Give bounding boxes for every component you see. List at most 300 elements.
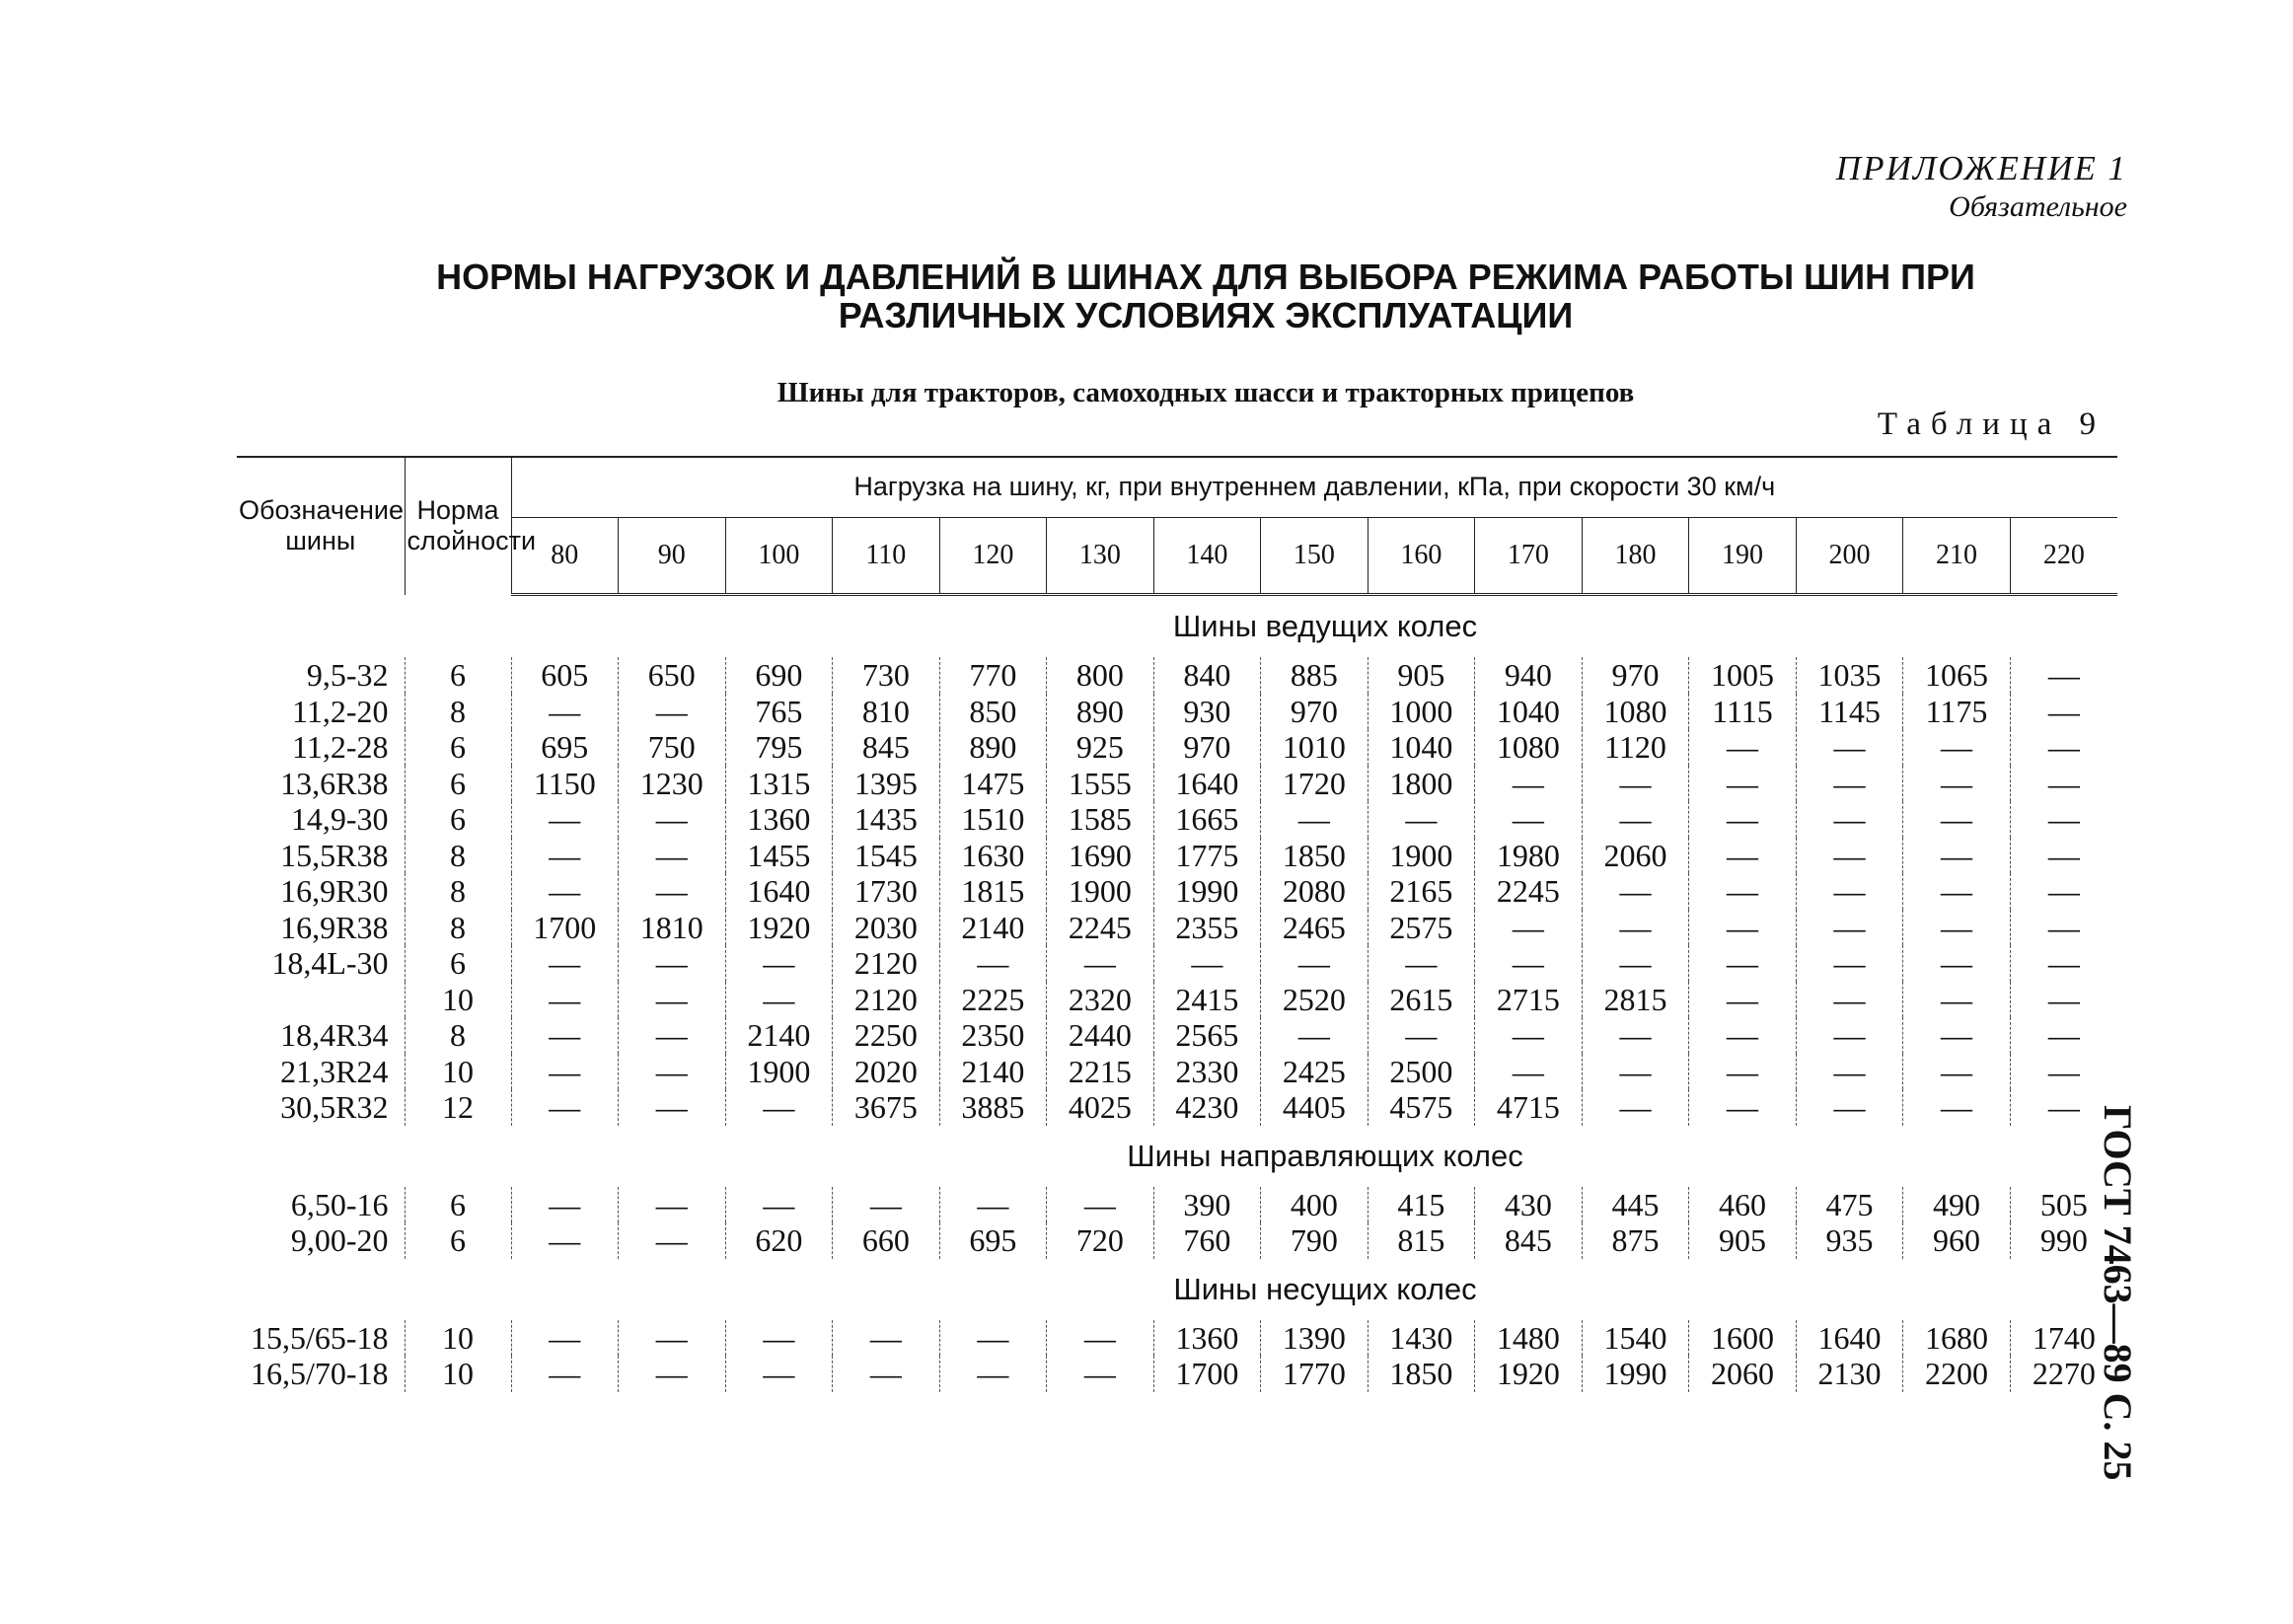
tire-designation-cell: 30,5R32 (237, 1089, 405, 1126)
load-value-cell: 2200 (1903, 1356, 2011, 1392)
load-value-cell: — (1689, 801, 1797, 838)
ply-rating-cell: 8 (405, 694, 511, 730)
load-value-cell: 650 (619, 657, 726, 694)
load-value-cell: — (1903, 1017, 2011, 1054)
load-value-cell: 760 (1153, 1222, 1261, 1259)
load-value-cell: — (1047, 1187, 1154, 1223)
section-header-row (237, 1259, 2117, 1320)
load-value-cell: 4715 (1475, 1089, 1583, 1126)
appendix-note: Обязательное (1949, 190, 2127, 223)
pressure-header-cell: 130 (1047, 518, 1154, 595)
load-value-cell: 770 (939, 657, 1047, 694)
load-value-cell: — (1261, 801, 1368, 838)
load-value-cell: — (1796, 838, 1903, 874)
load-value-cell: — (1689, 1089, 1797, 1126)
load-value-cell: 1690 (1047, 838, 1154, 874)
load-value-cell: 1900 (1368, 838, 1475, 874)
load-value-cell: — (1689, 1017, 1797, 1054)
pressure-header-cell: 150 (1261, 518, 1368, 595)
load-value-cell: 2615 (1368, 982, 1475, 1018)
load-value-cell: 1630 (939, 838, 1047, 874)
table-row (237, 1356, 2117, 1392)
load-value-cell: 1640 (725, 873, 833, 910)
load-value-cell: — (1796, 1089, 1903, 1126)
load-value-cell: 2415 (1153, 982, 1261, 1018)
table-body (237, 595, 2117, 1392)
load-value-cell: 1145 (1796, 694, 1903, 730)
load-value-cell: — (2047, 693, 2080, 729)
load-value-cell: 2500 (1368, 1054, 1475, 1090)
pressure-header-cell: 170 (1475, 518, 1583, 595)
load-value-cell: 1800 (1368, 766, 1475, 802)
section-header-row (237, 1126, 2117, 1187)
load-value-cell: 1640 (1796, 1320, 1903, 1357)
load-value-cell: 885 (1261, 657, 1368, 694)
load-value-cell: 2320 (1047, 982, 1154, 1018)
load-value-cell: — (939, 945, 1047, 982)
load-value-cell: — (2047, 765, 2080, 801)
load-value-cell: 2715 (1475, 982, 1583, 1018)
ply-rating-cell: 8 (405, 1017, 511, 1054)
load-value-cell: 690 (725, 657, 833, 694)
load-value-cell: 1540 (1582, 1320, 1689, 1357)
load-value-cell: 1315 (725, 766, 833, 802)
load-value-cell: 2130 (1796, 1356, 1903, 1392)
load-value-cell: 460 (1689, 1187, 1797, 1223)
load-value-cell: — (1689, 982, 1797, 1018)
tire-designation-cell: 21,3R24 (237, 1054, 405, 1090)
tire-designation-cell: 11,2-20 (237, 694, 405, 730)
load-value-cell: — (2047, 837, 2080, 873)
load-value-cell: 505 (2039, 1186, 2088, 1222)
tire-designation-cell: 15,5/65-18 (237, 1320, 405, 1357)
load-value-cell: — (619, 945, 726, 982)
load-value-cell: 1120 (1582, 729, 1689, 766)
load-value-cell: — (1689, 1054, 1797, 1090)
load-value-cell: — (1475, 801, 1583, 838)
load-value-cell: — (1903, 729, 2011, 766)
load-value-cell: — (1475, 1017, 1583, 1054)
ply-rating-cell: 6 (405, 1222, 511, 1259)
ply-rating-cell: 8 (405, 838, 511, 874)
pressure-header-cell: 140 (1153, 518, 1261, 595)
load-value-cell: — (511, 1356, 619, 1392)
table-number-label: Таблица 9 (1877, 406, 2106, 442)
pressure-header-cell: 180 (1582, 518, 1689, 595)
load-value-cell: 2020 (833, 1054, 940, 1090)
load-value-cell: 1680 (1903, 1320, 2011, 1357)
load-value-cell: — (1796, 945, 1903, 982)
load-value-cell: 1810 (619, 910, 726, 946)
tire-designation-cell: 16,9R30 (237, 873, 405, 910)
load-value-cell: 905 (1689, 1222, 1797, 1259)
load-value-cell: 970 (1261, 694, 1368, 730)
load-value-cell: — (1475, 910, 1583, 946)
load-value-cell: — (1582, 945, 1689, 982)
load-value-cell: — (1582, 1089, 1689, 1126)
load-value-cell: 970 (1153, 729, 1261, 766)
load-value-cell: — (619, 1089, 726, 1126)
load-value-cell: — (1261, 945, 1368, 982)
load-value-cell: — (619, 838, 726, 874)
column-header-designation: Обозначение шины (237, 457, 405, 595)
load-value-cell: 415 (1368, 1187, 1475, 1223)
load-value-cell: — (511, 873, 619, 910)
load-value-cell: 1455 (725, 838, 833, 874)
load-value-cell: — (1475, 945, 1583, 982)
ply-rating-cell: 8 (405, 873, 511, 910)
load-value-cell: — (1903, 838, 2011, 874)
load-value-cell: — (1582, 1054, 1689, 1090)
load-value-cell: 1040 (1368, 729, 1475, 766)
table-row (237, 1054, 2117, 1090)
load-value-cell: — (1368, 801, 1475, 838)
load-value-cell: 1720 (1261, 766, 1368, 802)
load-value-cell: 970 (1582, 657, 1689, 694)
load-value-cell: — (1689, 910, 1797, 946)
load-value-cell: 1980 (1475, 838, 1583, 874)
ply-rating-cell: 12 (405, 1089, 511, 1126)
load-value-cell: 4405 (1261, 1089, 1368, 1126)
pressure-header-cell: 200 (1796, 518, 1903, 595)
table-row (237, 1017, 2117, 1054)
tire-designation-cell: 6,50-16 (237, 1187, 405, 1223)
pressure-header-cell: 120 (939, 518, 1047, 595)
load-value-cell: — (619, 873, 726, 910)
load-value-cell: — (1689, 945, 1797, 982)
load-value-cell: — (511, 838, 619, 874)
load-value-cell: — (1903, 945, 2011, 982)
load-value-cell: — (1903, 1054, 2011, 1090)
table-row (237, 729, 2117, 766)
load-value-cell: 2030 (833, 910, 940, 946)
load-value-cell: 695 (511, 729, 619, 766)
ply-rating-cell: 10 (405, 1320, 511, 1357)
load-value-cell: — (725, 1356, 833, 1392)
load-value-cell: — (1689, 873, 1797, 910)
load-value-cell: — (2047, 801, 2080, 838)
pressure-header-cell: 160 (1368, 518, 1475, 595)
load-value-cell: 2250 (833, 1017, 940, 1054)
column-header-ply-rating: Норма слойности (405, 457, 511, 595)
load-value-cell: — (619, 1054, 726, 1090)
load-value-cell: 990 (2039, 1222, 2088, 1259)
load-value-cell: 430 (1475, 1187, 1583, 1223)
load-value-cell: — (1903, 766, 2011, 802)
load-value-cell: 3675 (833, 1089, 940, 1126)
section-header-row (237, 595, 2117, 658)
column-header-load: Нагрузка на шину, кг, при внутреннем давлении, кПа, при скорости 30 км/ч (511, 457, 2117, 518)
load-value-cell: 3885 (939, 1089, 1047, 1126)
load-value-cell: — (1796, 729, 1903, 766)
load-value-cell: 4230 (1153, 1089, 1261, 1126)
load-value-cell: 605 (511, 657, 619, 694)
load-value-cell: — (619, 694, 726, 730)
load-value-cell: — (939, 1187, 1047, 1223)
load-value-cell: — (939, 1320, 1047, 1357)
load-value-cell: — (1047, 945, 1154, 982)
load-value-cell: — (725, 1089, 833, 1126)
ply-rating-cell: 6 (405, 657, 511, 694)
table-row (237, 1089, 2117, 1126)
load-value-cell: — (511, 1187, 619, 1223)
load-value-cell: 1480 (1475, 1320, 1583, 1357)
appendix-title: ПРИЛОЖЕНИЕ 1 (1835, 149, 2127, 187)
load-value-cell: — (511, 1089, 619, 1126)
load-value-cell: 1990 (1582, 1356, 1689, 1392)
standard-page-reference: ГОСТ 7463—89 С. 25 (2096, 1105, 2140, 1481)
load-value-cell: — (2047, 981, 2080, 1017)
load-value-cell: — (1368, 945, 1475, 982)
load-value-cell: — (511, 1017, 619, 1054)
load-value-cell: — (725, 945, 833, 982)
load-value-cell: 1815 (939, 873, 1047, 910)
load-value-cell: 1775 (1153, 838, 1261, 874)
load-value-cell: 2245 (1475, 873, 1583, 910)
load-value-cell: 2120 (833, 982, 940, 1018)
load-value-cell: 2120 (833, 945, 940, 982)
tire-designation-cell: 11,2-28 (237, 729, 405, 766)
load-value-cell: — (619, 1187, 726, 1223)
load-value-cell: — (1796, 1017, 1903, 1054)
ply-rating-cell: 10 (405, 1356, 511, 1392)
load-value-cell: — (1903, 873, 2011, 910)
load-value-cell: 1740 (2032, 1319, 2096, 1356)
load-value-cell: — (1796, 910, 1903, 946)
load-value-cell: — (1689, 838, 1797, 874)
table-row (237, 801, 2117, 838)
load-value-cell: — (511, 945, 619, 982)
load-value-cell: — (1582, 1017, 1689, 1054)
load-value-cell: 1545 (833, 838, 940, 874)
load-value-cell: 1640 (1153, 766, 1261, 802)
load-value-cell: 750 (619, 729, 726, 766)
load-value-cell: — (511, 801, 619, 838)
load-value-cell: — (1582, 801, 1689, 838)
load-value-cell: 1920 (1475, 1356, 1583, 1392)
tire-designation-cell: 9,00-20 (237, 1222, 405, 1259)
heading-line-1: НОРМЫ НАГРУЗОК И ДАВЛЕНИЙ В ШИНАХ ДЛЯ ВЫБОРА РЕЖИМА РАБОТЫ ШИН ПРИ (436, 257, 1975, 297)
ply-rating-cell: 6 (405, 801, 511, 838)
load-value-cell: 810 (833, 694, 940, 730)
load-value-cell: 765 (725, 694, 833, 730)
load-value-cell: — (1796, 873, 1903, 910)
load-value-cell: 845 (833, 729, 940, 766)
load-value-cell: 2270 (2032, 1356, 2096, 1392)
load-value-cell: 890 (1047, 694, 1154, 730)
load-value-cell: 1435 (833, 801, 940, 838)
load-value-cell: 2215 (1047, 1054, 1154, 1090)
load-value-cell: — (2047, 909, 2080, 945)
load-value-cell: 1700 (511, 910, 619, 946)
load-value-cell: 1230 (619, 766, 726, 802)
ply-rating-cell: 6 (405, 1187, 511, 1223)
load-value-cell: 2330 (1153, 1054, 1261, 1090)
load-value-cell: — (1796, 1054, 1903, 1090)
tire-designation-cell: 18,4L-30 (237, 945, 405, 982)
tire-designation-cell: 16,5/70-18 (237, 1356, 405, 1392)
load-value-cell: — (725, 1187, 833, 1223)
heading-line-2: РАЗЛИЧНЫХ УСЛОВИЯХ ЭКСПЛУАТАЦИИ (838, 294, 1574, 335)
load-value-cell: 1080 (1582, 694, 1689, 730)
load-value-cell: 925 (1047, 729, 1154, 766)
load-value-cell: — (833, 1320, 940, 1357)
document-heading (0, 258, 2293, 335)
pressure-header-cell: 110 (833, 518, 940, 595)
load-value-cell: 790 (1261, 1222, 1368, 1259)
load-value-cell: 2440 (1047, 1017, 1154, 1054)
load-value-cell: 845 (1475, 1222, 1583, 1259)
table-row (237, 873, 2117, 910)
load-value-cell: — (1475, 766, 1583, 802)
load-value-cell: 1475 (939, 766, 1047, 802)
pressure-header-cell: 80 (511, 518, 619, 595)
load-value-cell: 1850 (1368, 1356, 1475, 1392)
load-value-cell: 1065 (1903, 657, 2011, 694)
load-value-cell: 490 (1903, 1187, 2011, 1223)
load-value-cell: 1040 (1475, 694, 1583, 730)
load-value-cell: 2060 (1582, 838, 1689, 874)
load-value-cell: 1600 (1689, 1320, 1797, 1357)
load-value-cell: 2350 (939, 1017, 1047, 1054)
load-value-cell: — (1582, 873, 1689, 910)
load-value-cell: 390 (1153, 1187, 1261, 1223)
load-value-cell: 2425 (1261, 1054, 1368, 1090)
load-value-cell: 4025 (1047, 1089, 1154, 1126)
appendix-block (1836, 148, 2127, 225)
load-value-cell: — (2047, 1053, 2080, 1089)
load-value-cell: 1360 (1153, 1320, 1261, 1357)
load-value-cell: 1080 (1475, 729, 1583, 766)
load-value-cell: — (619, 1320, 726, 1357)
pressure-header-cell: 90 (619, 518, 726, 595)
load-value-cell: 2465 (1261, 910, 1368, 946)
ply-rating-cell: 8 (405, 910, 511, 946)
load-value-cell: 840 (1153, 657, 1261, 694)
load-value-cell: 1175 (1903, 694, 2011, 730)
load-value-cell: 1900 (725, 1054, 833, 1090)
tire-designation-cell: 15,5R38 (237, 838, 405, 874)
load-value-cell: 620 (725, 1222, 833, 1259)
load-value-cell: — (1475, 1054, 1583, 1090)
load-value-cell: — (2047, 1089, 2080, 1126)
load-value-cell: — (1047, 1320, 1154, 1357)
pressure-header-cell: 190 (1689, 518, 1797, 595)
load-value-cell: 905 (1368, 657, 1475, 694)
load-value-cell: — (1689, 766, 1797, 802)
load-value-cell: — (833, 1187, 940, 1223)
tire-load-table (237, 456, 2117, 1392)
load-value-cell: — (2047, 873, 2080, 910)
load-value-cell: 1665 (1153, 801, 1261, 838)
tire-designation-cell (237, 982, 405, 1018)
load-value-cell: 875 (1582, 1222, 1689, 1259)
load-value-cell: 475 (1796, 1187, 1903, 1223)
load-value-cell: — (939, 1356, 1047, 1392)
load-value-cell: — (1689, 729, 1797, 766)
load-value-cell: — (833, 1356, 940, 1392)
load-value-cell: 400 (1261, 1187, 1368, 1223)
load-value-cell: — (2047, 729, 2080, 766)
load-value-cell: — (2047, 1017, 2080, 1054)
load-value-cell: 1585 (1047, 801, 1154, 838)
load-value-cell: — (511, 694, 619, 730)
load-value-cell: — (1903, 982, 2011, 1018)
load-value-cell: — (725, 1320, 833, 1357)
load-value-cell: 720 (1047, 1222, 1154, 1259)
load-value-cell: 800 (1047, 657, 1154, 694)
table-row (237, 657, 2117, 694)
section-title: Шины направляющих колес (1127, 1138, 1523, 1173)
table-row (237, 1222, 2117, 1259)
load-value-cell: 1005 (1689, 657, 1797, 694)
load-value-cell: — (511, 1222, 619, 1259)
tire-designation-cell: 13,6R38 (237, 766, 405, 802)
load-value-cell: 1730 (833, 873, 940, 910)
load-value-cell: 1395 (833, 766, 940, 802)
table-row (237, 1320, 2117, 1357)
load-value-cell: — (619, 1356, 726, 1392)
load-value-cell: 815 (1368, 1222, 1475, 1259)
load-value-cell: 1115 (1689, 694, 1797, 730)
load-value-cell: 795 (725, 729, 833, 766)
load-value-cell: 1360 (725, 801, 833, 838)
load-value-cell: — (1368, 1017, 1475, 1054)
load-value-cell: 2815 (1582, 982, 1689, 1018)
load-value-cell: 1990 (1153, 873, 1261, 910)
load-value-cell: 1900 (1047, 873, 1154, 910)
load-value-cell: — (2047, 657, 2080, 694)
load-value-cell: 850 (939, 694, 1047, 730)
load-value-cell: 930 (1153, 694, 1261, 730)
table-row (237, 945, 2117, 982)
load-value-cell: — (725, 982, 833, 1018)
load-value-cell: — (1903, 1089, 2011, 1126)
load-value-cell: 1700 (1153, 1356, 1261, 1392)
table-row (237, 838, 2117, 874)
load-value-cell: — (619, 801, 726, 838)
ply-rating-cell: 10 (405, 1054, 511, 1090)
tire-designation-cell: 18,4R34 (237, 1017, 405, 1054)
load-value-cell: 1850 (1261, 838, 1368, 874)
pressure-header-cell: 220 (2010, 518, 2117, 595)
load-value-cell: — (2047, 945, 2080, 982)
load-value-cell: 2140 (939, 1054, 1047, 1090)
load-value-cell: 4575 (1368, 1089, 1475, 1126)
load-value-cell: — (619, 982, 726, 1018)
load-value-cell: 890 (939, 729, 1047, 766)
tire-designation-cell: 16,9R38 (237, 910, 405, 946)
load-value-cell: 1010 (1261, 729, 1368, 766)
load-value-cell: 2060 (1689, 1356, 1797, 1392)
load-value-cell: 2140 (725, 1017, 833, 1054)
load-value-cell: 695 (939, 1222, 1047, 1259)
tire-designation-cell: 14,9-30 (237, 801, 405, 838)
load-value-cell: — (1903, 801, 2011, 838)
load-value-cell: — (1153, 945, 1261, 982)
load-value-cell: — (1796, 801, 1903, 838)
load-value-cell: — (511, 982, 619, 1018)
load-value-cell: — (1047, 1356, 1154, 1392)
table-subheading: Шины для тракторов, самоходных шасси и тракторных прицепов (777, 377, 1635, 408)
section-title: Шины несущих колес (1173, 1271, 1477, 1306)
section-title: Шины ведущих колес (1172, 609, 1478, 643)
load-value-cell: 1035 (1796, 657, 1903, 694)
load-value-cell: 730 (833, 657, 940, 694)
load-value-cell: 2245 (1047, 910, 1154, 946)
load-value-cell: 1000 (1368, 694, 1475, 730)
load-value-cell: 2140 (939, 910, 1047, 946)
